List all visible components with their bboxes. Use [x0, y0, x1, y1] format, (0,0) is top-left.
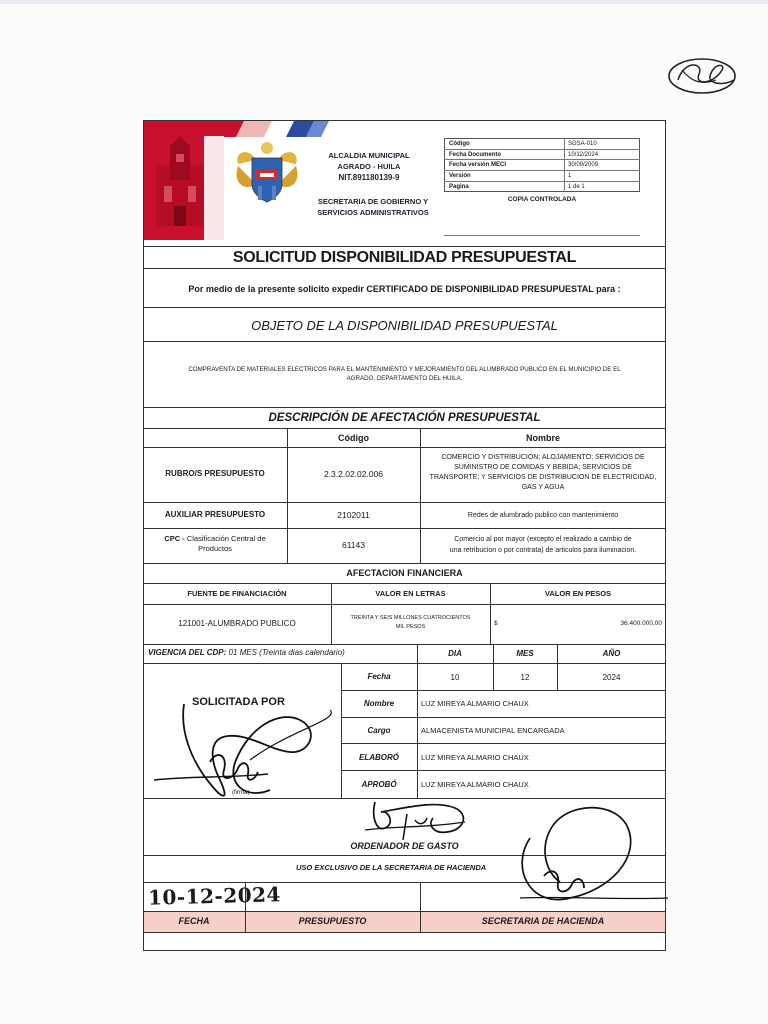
- col-dia-header: DIA: [448, 649, 462, 658]
- footer-secretaria: SECRETARIA DE HACIENDA: [481, 916, 605, 926]
- aprobo-value: LUZ MIREYA ALMARIO CHAUX: [421, 780, 529, 789]
- cpc-label: [143, 534, 287, 544]
- cpc-label-rest: Clasificación Central de: [184, 534, 266, 543]
- entity-nit: NIT.891180139-9: [338, 173, 400, 182]
- auxiliar-nombre: Redes de alumbrado publico con mantenimiento: [467, 512, 619, 519]
- page-title: SOLICITUD DISPONIBILIDAD PRESUPUESTAL: [232, 249, 577, 266]
- auxiliar-label: AUXILIAR PRESUPUESTO: [164, 510, 266, 519]
- control-value-codigo: SGSA-010: [568, 141, 597, 147]
- col-codigo-header: Código: [338, 433, 369, 443]
- nombre-label: Nombre: [363, 699, 395, 708]
- rubro-nombre-line1: COMERCIO Y DISTRIBUCION; ALOJAMIENTO; SERVICIOS DE: [441, 454, 645, 461]
- control-value-pagina: 1 de 1: [568, 184, 585, 190]
- objeto-text-line2: AGRADO, DEPARTAMENTO DEL HUILA.: [346, 375, 463, 382]
- solicitante-signature: [150, 690, 340, 815]
- cargo-value: ALMACENISTA MUNICIPAL ENCARGADA: [421, 726, 565, 735]
- dept-name-line2: SERVICIOS ADMINISTRATIVOS: [317, 208, 429, 217]
- fecha-label: Fecha: [367, 672, 391, 681]
- fecha-anio: 2024: [602, 673, 621, 682]
- col-pesos-header: VALOR EN PESOS: [544, 589, 612, 598]
- objeto-heading: OBJETO DE LA DISPONIBILIDAD PRESUPUESTAL: [251, 318, 558, 333]
- header-banner: [144, 121, 444, 137]
- aprobo-label: APROBÓ: [361, 780, 397, 789]
- fecha-dia: 10: [450, 673, 460, 682]
- rubro-nombre-line2: SUMINISTRO DE COMIDAS Y BEBIDA; SERVICIOS DE: [454, 464, 632, 471]
- copia-controlada: COPIA CONTROLADA: [507, 196, 577, 203]
- auxiliar-codigo: 2102011: [337, 510, 370, 520]
- coat-of-arms-icon: [232, 140, 302, 208]
- control-label-version: Versión: [449, 173, 471, 179]
- dept-name-line1: SECRETARIA DE GOBIERNO Y: [317, 197, 429, 206]
- cpc-codigo: 61143: [341, 540, 365, 550]
- col-mes-header: MES: [516, 649, 534, 658]
- intro-text: Por medio de la presente solicito expedir CERTIFICADO DE DISPONIBILIDAD PRESUPUESTAL para :: [188, 284, 621, 294]
- fuente-value: 121001-ALUMBRADO PUBLICO: [178, 619, 296, 628]
- col-nombre-header: Nombre: [525, 433, 560, 443]
- entity-name-line1: ALCALDIA MUNICIPAL: [328, 151, 410, 160]
- church-photo: [144, 136, 224, 240]
- control-value-fecha-version: 30/09/2009: [568, 162, 599, 168]
- handwritten-date: 10-12-2024: [147, 882, 282, 910]
- financiera-heading: AFECTACION FINANCIERA: [346, 568, 463, 578]
- corner-initials-signature: [664, 50, 744, 105]
- cpc-nombre-line2: una retribucion o por contrata) de articulos para iluminacion.: [449, 547, 637, 554]
- cargo-label: Cargo: [367, 726, 391, 735]
- nombre-value: LUZ MIREYA ALMARIO CHAUX: [421, 699, 529, 708]
- top-edge: [0, 0, 768, 4]
- firma-label: (firma): [232, 790, 250, 796]
- rubro-label: RUBRO/S PRESUPUESTO: [165, 469, 265, 478]
- vigencia-label: VIGENCIA DEL CDP:: [148, 648, 227, 657]
- uso-exclusivo: USO EXCLUSIVO DE LA SECRETARIA DE HACIENDA: [296, 863, 487, 872]
- elaboro-value: LUZ MIREYA ALMARIO CHAUX: [421, 753, 529, 762]
- vigencia: [148, 648, 398, 658]
- col-letras-header: VALOR EN LETRAS: [375, 589, 446, 598]
- entity-name-line2: AGRADO - HUILA: [337, 162, 401, 171]
- elaboro-label: ELABORÓ: [359, 753, 399, 762]
- control-label-fecha-version: Fecha versión MECI: [449, 162, 507, 168]
- letras-value-line2: MIL PESOS: [395, 624, 426, 630]
- currency-symbol: $: [494, 620, 498, 627]
- cpc-nombre-line1: Comercio al por mayor (excepto el realizado a cambio de: [454, 536, 632, 543]
- afectacion-heading: DESCRIPCIÓN DE AFECTACIÓN PRESUPUESTAL: [268, 412, 541, 424]
- footer-presupuesto: PRESUPUESTO: [298, 916, 367, 926]
- rubro-nombre-line3: TRANSPORTE; Y SERVICIOS DE DISTRIBUCION DE ELECTRICIDAD,: [429, 474, 657, 481]
- vigencia-value: 01 MES (Treinta dias calendario): [228, 648, 345, 657]
- control-value-version: 1: [568, 173, 572, 179]
- pesos-value: 36.400.000,00: [620, 620, 662, 627]
- footer-fecha: FECHA: [178, 916, 210, 926]
- rubro-nombre-line4: GAS Y AGUA: [521, 484, 565, 491]
- control-label-codigo: Código: [449, 141, 470, 147]
- col-fuente-header: FUENTE DE FINANCIACIÓN: [187, 589, 287, 598]
- cpc-label-bold: CPC -: [164, 534, 185, 543]
- letras-value-line1: TREINTA Y SEIS MILLONES CUATROCIENTOS: [350, 615, 471, 621]
- cpc-label-line2: Productos: [198, 544, 232, 553]
- fecha-mes: 12: [520, 673, 530, 682]
- ordenador-de-gasto: ORDENADOR DE GASTO: [350, 841, 459, 851]
- rubro-codigo: 2.3.2.02.02.006: [323, 469, 384, 479]
- hacienda-signature: [500, 798, 670, 918]
- control-label-pagina: Pagina: [449, 184, 469, 190]
- control-value-fecha-documento: 10/12/2024: [568, 152, 599, 158]
- col-anio-header: AÑO: [602, 649, 621, 658]
- objeto-text-line1: COMPRAVENTA DE MATERIALES ELECTRICOS PARA EL MANTENIMIENTO Y MEJORAMIENTO DEL ALUMBRADO PUBLICO EN EL MUNICIPIO DE EL: [188, 366, 621, 373]
- control-label-fecha-documento: Fecha Documento: [449, 152, 502, 158]
- solicitada-por-label: SOLICITADA POR: [192, 696, 285, 708]
